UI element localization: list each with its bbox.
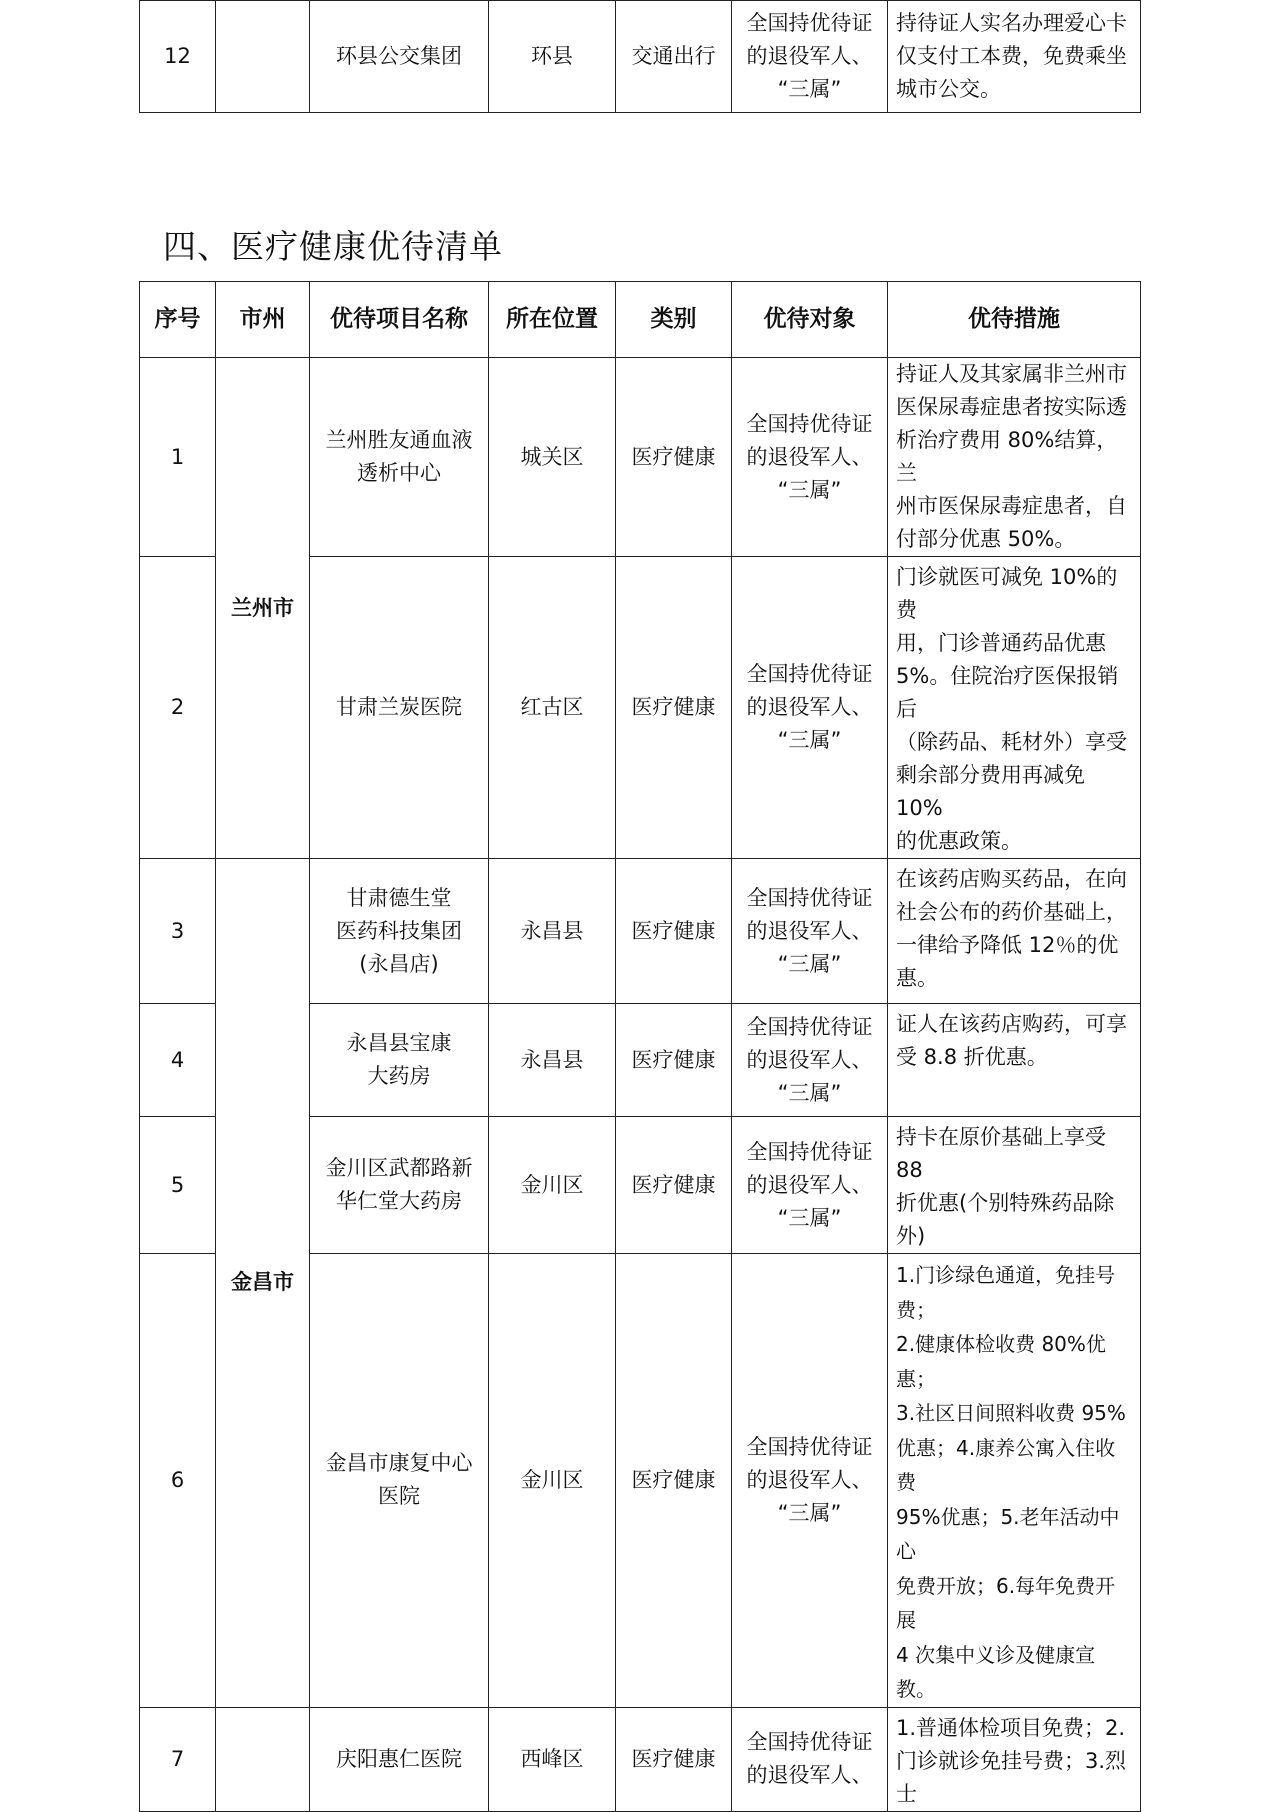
header-target: 优待对象 — [732, 282, 888, 358]
cell-no: 3 — [140, 859, 216, 1004]
cell-measure: 1.普通体检项目免费；2. 门诊就诊免挂号费；3.烈士 — [888, 1707, 1141, 1811]
cell-no: 2 — [140, 557, 216, 859]
header-location: 所在位置 — [489, 282, 616, 358]
cell-location: 永昌县 — [489, 1004, 616, 1117]
cell-category: 医疗健康 — [616, 1707, 732, 1811]
table-row — [140, 859, 1141, 1004]
cell-measure: 持证人及其家属非兰州市 医保尿毒症患者按实际透 析治疗费用 80%结算，兰 州市医保尿毒症患者，自 付部分优惠 50%。 — [888, 358, 1141, 557]
cell-target: 全国持优待证 的退役军人、 “三属” — [732, 557, 888, 859]
cell-name: 金川区武都路新 华仁堂大药房 — [310, 1117, 489, 1254]
medical-benefits-table — [139, 281, 1141, 1812]
header-measure: 优待措施 — [888, 282, 1141, 358]
cell-target: 全国持优待证 的退役军人、 “三属” — [732, 859, 888, 1004]
cell-no: 4 — [140, 1004, 216, 1117]
cell-target: 全国持优待证 的退役军人、 “三属” — [732, 1004, 888, 1117]
cell-name: 甘肃兰炭医院 — [310, 557, 489, 859]
cell-name: 永昌县宝康 大药房 — [310, 1004, 489, 1117]
cell-category: 医疗健康 — [616, 1254, 732, 1708]
cell-target: 全国持优待证 的退役军人、 “三属” — [732, 1254, 888, 1708]
cell-location: 红古区 — [489, 557, 616, 859]
cell-name: 金昌市康复中心 医院 — [310, 1254, 489, 1708]
cell-location: 西峰区 — [489, 1707, 616, 1811]
cell-measure: 持卡在原价基础上享受 88 折优惠(个别特殊药品除 外) — [888, 1117, 1141, 1254]
cell-location: 金川区 — [489, 1254, 616, 1708]
cell-target: 全国持优待证 的退役军人、 “三属” — [732, 1, 888, 113]
cell-category: 医疗健康 — [616, 859, 732, 1004]
cell-category: 医疗健康 — [616, 1117, 732, 1254]
cell-name: 庆阳惠仁医院 — [310, 1707, 489, 1811]
cell-target: 全国持优待证 的退役军人、 “三属” — [732, 1117, 888, 1254]
cell-target: 全国持优待证 的退役军人、 “三属” — [732, 358, 888, 557]
cell-category: 医疗健康 — [616, 358, 732, 557]
cell-city — [216, 1, 310, 113]
table-header-row — [140, 282, 1141, 358]
previous-section-table — [139, 0, 1141, 113]
cell-name: 甘肃德生堂 医药科技集团 (永昌店) — [310, 859, 489, 1004]
cell-no: 6 — [140, 1254, 216, 1708]
cell-category: 医疗健康 — [616, 1004, 732, 1117]
cell-no: 1 — [140, 358, 216, 557]
cell-name: 兰州胜友通血液 透析中心 — [310, 358, 489, 557]
cell-target: 全国持优待证 的退役军人、 — [732, 1707, 888, 1811]
header-city: 市州 — [216, 282, 310, 358]
cell-measure: 证人在该药店购药，可享 受 8.8 折优惠。 — [888, 1004, 1141, 1117]
cell-measure: 在该药店购买药品，在向 社会公布的药价基础上， 一律给予降低 12％的优 惠。 — [888, 859, 1141, 1004]
cell-city-jinchang: 金昌市 — [216, 859, 310, 1708]
cell-category: 交通出行 — [616, 1, 732, 113]
cell-category: 医疗健康 — [616, 557, 732, 859]
cell-measure: 持待证人实名办理爱心卡 仅支付工本费，免费乘坐 城市公交。 — [888, 1, 1141, 113]
cell-measure: 1.门诊绿色通道，免挂号费； 2.健康体检收费 80%优惠； 3.社区日间照料收费 95% 优惠；4.康养公寓入住收费 95%优惠；5.老年活动中心 免费开放；6.每年免费开展 4 次集中义诊及健康宣教。 — [888, 1254, 1141, 1708]
cell-location: 环县 — [489, 1, 616, 113]
section-title: 四、医疗健康优待清单 — [163, 227, 503, 266]
cell-measure: 门诊就医可减免 10%的费 用，门诊普通药品优惠 5%。住院治疗医保报销后 （除药品、耗材外）享受 剩余部分费用再减免 10% 的优惠政策。 — [888, 557, 1141, 859]
cell-no: 5 — [140, 1117, 216, 1254]
cell-city — [216, 1707, 310, 1811]
header-category: 类别 — [616, 282, 732, 358]
header-no: 序号 — [140, 282, 216, 358]
cell-no: 7 — [140, 1707, 216, 1811]
cell-no: 12 — [140, 1, 216, 113]
cell-location: 城关区 — [489, 358, 616, 557]
cell-name: 环县公交集团 — [310, 1, 489, 113]
table-row — [140, 358, 1141, 557]
cell-city-lanzhou: 兰州市 — [216, 358, 310, 859]
table-row — [140, 1707, 1141, 1811]
table-row — [140, 1, 1141, 113]
cell-location: 金川区 — [489, 1117, 616, 1254]
cell-location: 永昌县 — [489, 859, 616, 1004]
header-name: 优待项目名称 — [310, 282, 489, 358]
